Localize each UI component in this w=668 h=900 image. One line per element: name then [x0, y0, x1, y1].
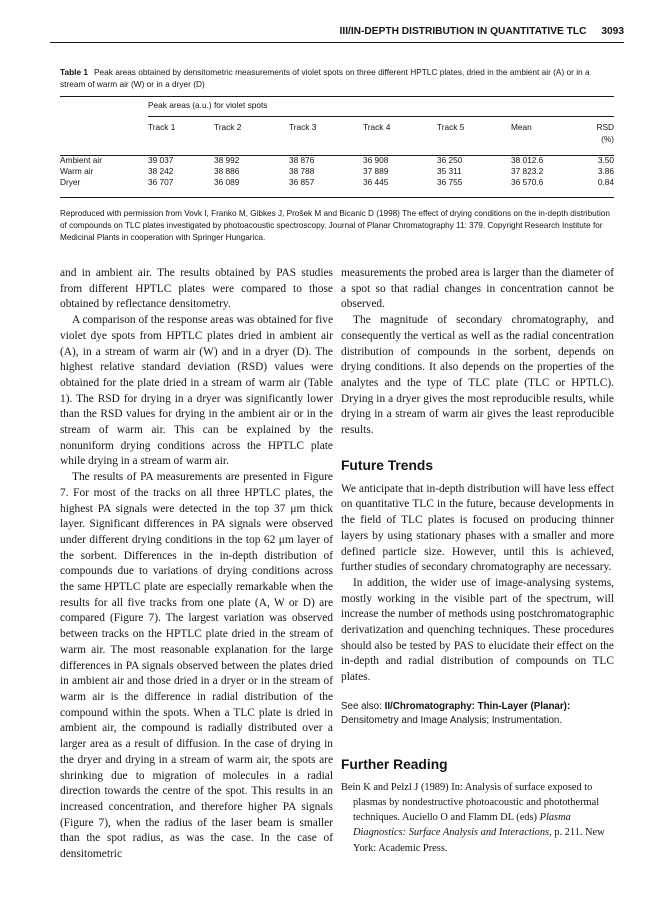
- rsd-unit: (%): [601, 134, 615, 144]
- reference-text: , p. 211. New York: Academic Press.: [353, 827, 605, 854]
- table-cell: 0.84: [597, 177, 615, 187]
- reference-title: Plasma Diagnostics: Surface Analysis and Interactions: [353, 812, 571, 839]
- running-title: III/IN-DEPTH DISTRIBUTION IN QUANTITATIVE TLC: [339, 26, 587, 37]
- table-cell: 3.86: [597, 166, 615, 176]
- table-cell: 39 037: [148, 155, 174, 165]
- section-heading-further-reading: Further Reading: [341, 756, 448, 772]
- left-column: [60, 266, 333, 863]
- see-also-link[interactable]: II/Chromatography: Thin-Layer (Planar):: [384, 700, 571, 712]
- table-row: [60, 177, 614, 188]
- table-cell: 36 445: [363, 177, 389, 187]
- table-cell: 35 311: [437, 166, 462, 176]
- row-label: Ambient air: [60, 155, 102, 165]
- reference-entry: [341, 780, 614, 856]
- table-cell: 38 242: [148, 166, 174, 176]
- table-cell: 38 992: [214, 155, 240, 165]
- table-bottom-rule: [60, 197, 614, 198]
- section-heading-future-trends: Future Trends: [341, 457, 433, 473]
- see-also-label: See also:: [341, 700, 382, 712]
- group-header: Peak areas (a.u.) for violet spots: [148, 100, 268, 110]
- table-cell: 36 908: [363, 155, 389, 165]
- paragraph: A comparison of the response areas was obtained for five violet dye spots from HPTLC plates dried in ambient air (A), in a stream of warm air (W) and in a dryer (D). The highest relative standard deviation (RSD) values were obtained for the plate dried in a stream of warm air (Table 1). The RSD for drying in a dryer was significantly lower than the RSD values for drying in the ambient air or in the stream of warm air. This can be explained by the nonuniform drying conditions across the HPTLC plate while drying in a stream of warm air.: [60, 314, 333, 468]
- column-header: Track 2: [214, 122, 242, 132]
- table-cell: 36 755: [437, 177, 463, 187]
- table-row: [60, 166, 614, 177]
- row-label: Dryer: [60, 177, 81, 187]
- table-cell: 37 823.2: [511, 166, 544, 176]
- table-cell: 38 788: [289, 166, 315, 176]
- paragraph: We anticipate that in-depth distribution will have less effect on quantitative TLC in the future, because developments in the field of TLC plates is focused on producing thinner layers by using stationary phases with a smaller and more defined particle size. However, until this is achieved, further studies of secondary chromatography are necessary.: [341, 482, 614, 574]
- column-header: Track 1: [148, 122, 176, 132]
- data-table: [60, 97, 614, 188]
- paragraph: and in ambient air. The results obtained by PAS studies from different HPTLC plates were compared to those obtained by reflectance densitometry.: [60, 267, 333, 311]
- page-number: 3093: [601, 26, 624, 37]
- table-cell: 38 012.6: [511, 155, 544, 165]
- column-header: Track 5: [437, 122, 465, 132]
- paragraph: The magnitude of secondary chromatography, and consequently the vertical as well as the radial concentration distribution of compounds in the sorbent, depends on drying conditions. It also depends on the properties of the analytes and the type of TLC plate (TLC or HPTLC). Drying in a dryer gives the most reproducible results, while drying in a stream of warm air gives the least reproducible results.: [341, 314, 614, 437]
- column-header: Track 4: [363, 122, 391, 132]
- table-row: [60, 155, 614, 166]
- see-also: [341, 700, 614, 728]
- table-cell: 3.50: [597, 155, 615, 165]
- table-source-note: Reproduced with permission from Vovk I, Franko M, Gibkes J, Prošek M and Bicanic D (1998) The effect of drying conditions on the in-depth distribution of compounds on TLC plates investigated by photoacoustic spectroscopy. Journal of Planar Chromatography 11: 379. Copyright Research Institute for Medicinal Plants in cooperation with Springer Hungarica.: [60, 209, 610, 242]
- table-cell: 36 089: [214, 177, 240, 187]
- table-cell: 36 250: [437, 155, 463, 165]
- see-also-link[interactable]: Densitometry and Image Analysis; Instrumentation.: [341, 714, 563, 726]
- table-caption: [60, 66, 614, 90]
- right-column: [341, 266, 614, 856]
- table-cell: 38 876: [289, 155, 315, 165]
- table-caption-text: Peak areas obtained by densitometric measurements of violet spots on three different HPTLC plates, dried in the ambient air (A) or in a stream of warm air (W) or in a dryer (D): [60, 67, 590, 89]
- paragraph: measurements the probed area is larger than the diameter of a spot so that radial changes in concentration cannot be observed.: [341, 267, 614, 311]
- table-cell: 38 886: [214, 166, 240, 176]
- table-label: Table 1: [60, 67, 88, 77]
- reference-text: Bein K and Pelzl J (1989) In: Analysis of surface exposed to plasmas by nondestructive photoacoustic and photothermal techniques. Auciello O and Flamm DL (eds): [341, 781, 600, 824]
- table-cell: 36 857: [289, 177, 315, 187]
- table-cell: 37 889: [363, 166, 389, 176]
- paragraph: In addition, the wider use of image-analysing systems, mostly working in the visible part of the spectrum, will increase the number of methods using postchromatographic derivatization and quenching techniques. These procedures should also be tested by PAS to elucidate their effect on the in-depth and radial distribution of compounds on TLC plates.: [341, 576, 614, 684]
- column-header: Track 3: [289, 122, 317, 132]
- column-header: RSD: [596, 122, 615, 132]
- column-header: Mean: [511, 122, 532, 132]
- table-cell: 36 570.6: [511, 177, 544, 187]
- table-cell: 36 707: [148, 177, 174, 187]
- running-header: [50, 26, 624, 43]
- row-label: Warm air: [60, 166, 94, 176]
- paragraph: The results of PA measurements are presented in Figure 7. For most of the tracks on all three HPTLC plates, the highest PA signals were detected in the top 37 μm thick layer. Significant differences in PA signals were observed under different drying conditions in the top 62 μm layer of the sorbent. Differences in the in-depth distribution of compounds due to variations of drying conditions across the same HPTLC plate are especially remarkable when the results for all five tracks from one plate (A, W or D) are compared (Figure 7). The largest variation was observed between tracks on the HPTLC plate dried in the stream of warm air. The most reasonable explanation for the large differences in PA signals observed between the plates dried in ambient air and those dried in a dryer or in the stream of warm air is the difference in radial distribution of the compound within the spots. When a TLC plate is dried in ambient air, the compound is radially distributed over a larger area as a result of diffusion. In the case of drying in the dryer and drying in a stream of warm air, the spots are shrinking due to migration of molecules in a radial direction towards the centre of the spot. This results in an increased concentration, and therefore higher PA signals (Figure 7), when the radius of the laser beam is smaller than the spot radius, as was the case. In the case of densitometric: [60, 471, 333, 861]
